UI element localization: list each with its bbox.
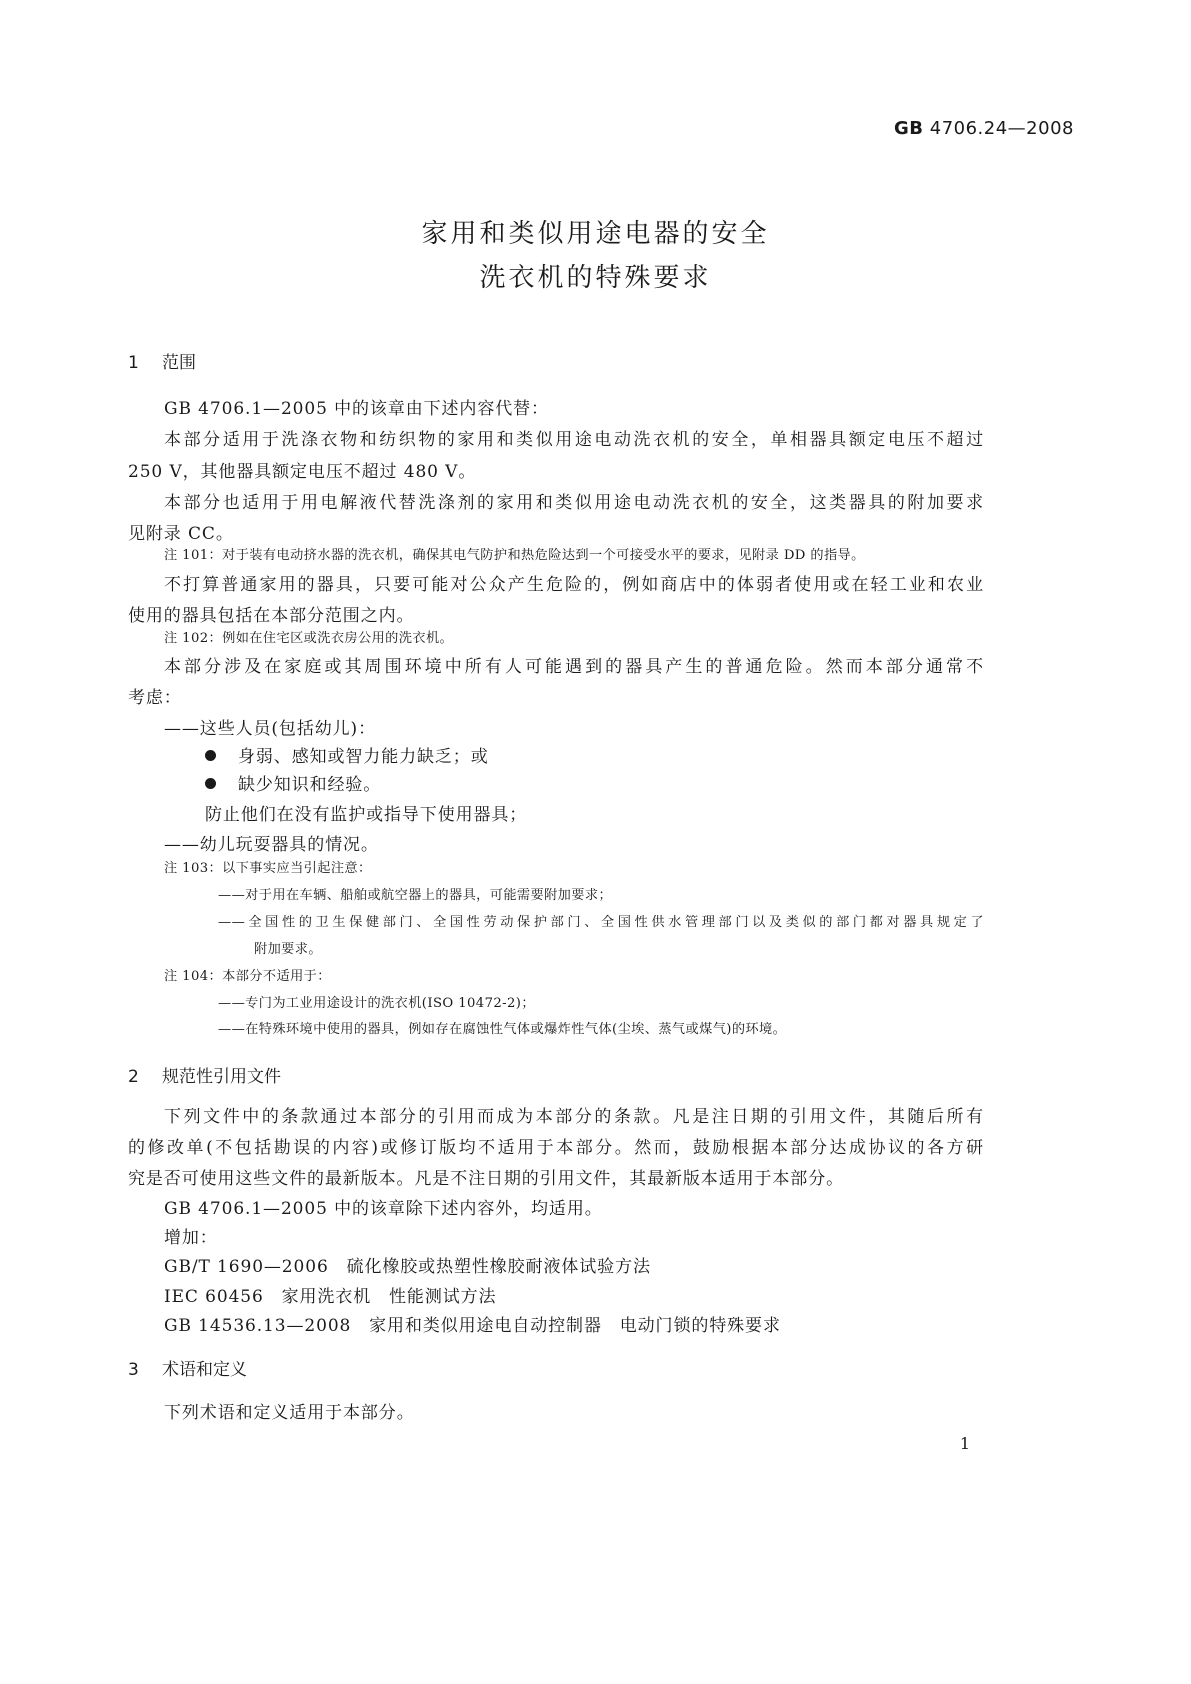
bullet-item: 身弱、感知或智力能力缺乏；或 [205,742,489,767]
dash-item: ——这些人员(包括幼儿)： [164,719,376,739]
document-title-line2: 洗衣机的特殊要求 [479,263,712,293]
note-dash-item: ——专门为工业用途设计的洗衣机(ISO 10472-2)； [218,996,535,1011]
section-1-heading: 1 范围 [128,353,196,373]
bullet-icon [205,778,216,789]
note-102: 注 102：例如在住宅区或洗衣房公用的洗衣机。 [164,631,454,646]
bullet-icon [205,750,216,761]
note-dash-item: ——全国性的卫生保健部门、全国性劳动保护部门、全国性供水管理部门以及类似的部门都对器具规定了 [218,915,984,930]
paragraph: 本部分涉及在家庭或其周围环境中所有人可能遇到的器具产生的普通危险。然而本部分通常不 [164,657,984,677]
note-104: 注 104：本部分不适用于： [164,969,331,984]
paragraph: 下列术语和定义适用于本部分。 [164,1403,415,1423]
bullet-item: 缺少知识和经验。 [205,770,381,795]
paragraph: GB 4706.1—2005 中的该章除下述内容外，均适用。 [164,1199,603,1219]
paragraph: 增加： [164,1228,218,1248]
paragraph: 本部分适用于洗涤衣物和纺织物的家用和类似用途电动洗衣机的安全，单相器具额定电压不超过 [164,430,984,450]
document-title-line1: 家用和类似用途电器的安全 [421,219,770,249]
paragraph: 本部分也适用于用电解液代替洗涤剂的家用和类似用途电动洗衣机的安全，这类器具的附加要求 [164,493,984,513]
note-dash-item: 附加要求。 [254,942,322,957]
note-dash-item: ——在特殊环境中使用的器具，例如存在腐蚀性气体或爆炸性气体(尘埃、蒸气或煤气)的环境。 [218,1022,787,1037]
note-dash-item: ——对于用在车辆、船舶或航空器上的器具，可能需要附加要求； [218,888,613,903]
reference-item: GB/T 1690—2006 硫化橡胶或热塑性橡胶耐液体试验方法 [164,1257,651,1277]
reference-item: IEC 60456 家用洗衣机 性能测试方法 [164,1287,497,1307]
paragraph: 究是否可使用这些文件的最新版本。凡是不注日期的引用文件，其最新版本适用于本部分。 [128,1169,844,1189]
dash-item: ——幼儿玩耍器具的情况。 [164,835,379,855]
paragraph: 防止他们在没有监护或指导下使用器具； [205,805,528,825]
paragraph: 见附录 CC。 [128,524,234,544]
section-2-heading: 2 规范性引用文件 [128,1067,281,1087]
paragraph: 考虑： [128,688,182,708]
page-number: 1 [959,1434,970,1453]
paragraph: 使用的器具包括在本部分范围之内。 [128,606,415,626]
paragraph: 不打算普通家用的器具，只要可能对公众产生危险的，例如商店中的体弱者使用或在轻工业和农业 [164,575,984,595]
note-101: 注 101：对于装有电动挤水器的洗衣机，确保其电气防护和热危险达到一个可接受水平的要求，见附录 DD 的指导。 [164,548,865,563]
standard-number: GB 4706.24—2008 [894,118,1074,139]
section-3-heading: 3 术语和定义 [128,1360,247,1380]
note-103: 注 103：以下事实应当引起注意： [164,861,372,876]
paragraph: 250 V，其他器具额定电压不超过 480 V。 [128,462,477,482]
paragraph: 下列文件中的条款通过本部分的引用而成为本部分的条款。凡是注日期的引用文件，其随后所有 [164,1107,984,1127]
paragraph: GB 4706.1—2005 中的该章由下述内容代替： [164,399,549,419]
paragraph: 的修改单(不包括勘误的内容)或修订版均不适用于本部分。然而，鼓励根据本部分达成协议的各方研 [128,1138,984,1158]
reference-item: GB 14536.13—2008 家用和类似用途电自动控制器 电动门锁的特殊要求 [164,1316,781,1336]
